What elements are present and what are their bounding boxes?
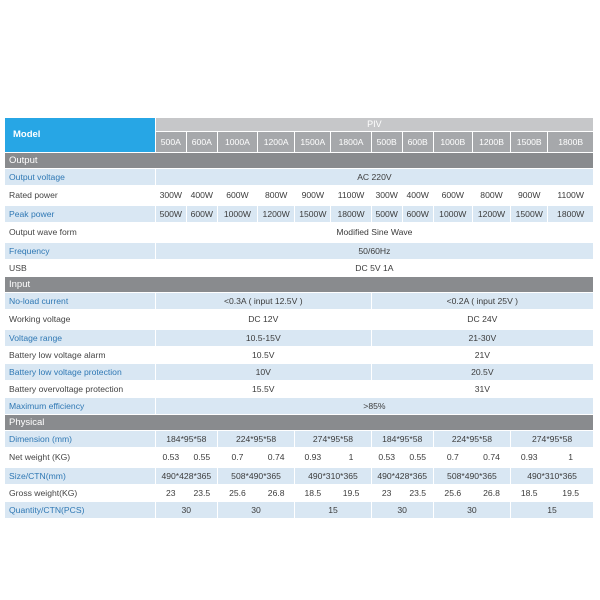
section-title: Output <box>5 153 594 169</box>
value-cell: 400W <box>186 186 217 206</box>
value-cell: 1000W <box>433 206 472 223</box>
model-cell: 1500A <box>295 132 331 153</box>
row-label: Output wave form <box>5 223 156 243</box>
value-cell: 274*95*58 <box>511 431 594 448</box>
value-cell: 30 <box>371 502 433 519</box>
row-dimension <box>5 431 594 448</box>
value-cell: 1500W <box>511 206 548 223</box>
row-peak-power <box>5 206 594 223</box>
value-a: <0.3A ( input 12.5V ) <box>155 293 371 310</box>
value-cell: 224*95*58 <box>217 431 294 448</box>
value-cell: 224*95*58 <box>433 431 510 448</box>
row-label: Working voltage <box>5 310 156 330</box>
model-cell: 1200A <box>258 132 295 153</box>
value-cell: 19.5 <box>548 485 594 502</box>
section-output <box>5 153 594 169</box>
row-label: No-load current <box>5 293 156 310</box>
value-cell: 18.5 <box>511 485 548 502</box>
value-cell: 0.74 <box>258 448 295 468</box>
value-cell: 490*310*365 <box>295 468 371 485</box>
model-cell: 1200B <box>472 132 510 153</box>
value-cell: 1500W <box>295 206 331 223</box>
value-cell: 23 <box>371 485 402 502</box>
value-cell: 184*95*58 <box>371 431 433 448</box>
value-cell: 1 <box>548 448 594 468</box>
row-label: Size/CTN(mm) <box>5 468 156 485</box>
value-cell: 0.7 <box>433 448 472 468</box>
section-physical <box>5 415 594 431</box>
model-cell: 1000A <box>217 132 257 153</box>
value-cell: 30 <box>433 502 510 519</box>
value-cell: 26.8 <box>472 485 510 502</box>
model-cell: 1800A <box>331 132 371 153</box>
value-cell: 0.53 <box>155 448 186 468</box>
section-title: Physical <box>5 415 594 431</box>
value-cell: 25.6 <box>217 485 257 502</box>
row-working-voltage <box>5 310 594 330</box>
value-cell: 1200W <box>472 206 510 223</box>
value-cell: 0.74 <box>472 448 510 468</box>
row-no-load-current <box>5 293 594 310</box>
value-cell: 800W <box>258 186 295 206</box>
value-cell: 274*95*58 <box>295 431 371 448</box>
value-cell: 800W <box>472 186 510 206</box>
value-cell: 1200W <box>258 206 295 223</box>
series-label: PIV <box>155 118 593 132</box>
value-cell: 1000W <box>217 206 257 223</box>
value-a: 10.5-15V <box>155 330 371 347</box>
row-label: Frequency <box>5 243 156 260</box>
row-label: Output voltage <box>5 169 156 186</box>
model-label: Model <box>5 118 156 153</box>
value-cell: 19.5 <box>331 485 371 502</box>
value-cell: 18.5 <box>295 485 331 502</box>
row-size-ctn <box>5 468 594 485</box>
model-cell: 500A <box>155 132 186 153</box>
row-overvoltage-protection <box>5 381 594 398</box>
row-value: 50/60Hz <box>155 243 593 260</box>
value-cell: 300W <box>371 186 402 206</box>
section-title: Input <box>5 277 594 293</box>
value-b: <0.2A ( input 25V ) <box>371 293 593 310</box>
row-usb <box>5 260 594 277</box>
value-cell: 600W <box>186 206 217 223</box>
row-label: Battery low voltage protection <box>5 364 156 381</box>
row-label: Quantity/CTN(PCS) <box>5 502 156 519</box>
value-cell: 1100W <box>331 186 371 206</box>
row-label: Battery low voltage alarm <box>5 347 156 364</box>
row-quantity <box>5 502 594 519</box>
model-cell: 600A <box>186 132 217 153</box>
value-cell: 23.5 <box>402 485 433 502</box>
value-b: 21V <box>371 347 593 364</box>
row-low-voltage-alarm <box>5 347 594 364</box>
value-cell: 0.55 <box>402 448 433 468</box>
value-cell: 600W <box>217 186 257 206</box>
value-cell: 490*310*365 <box>511 468 594 485</box>
value-cell: 500W <box>155 206 186 223</box>
value-cell: 1800W <box>331 206 371 223</box>
value-cell: 1800W <box>548 206 594 223</box>
row-value: Modified Sine Wave <box>155 223 593 243</box>
value-cell: 1 <box>331 448 371 468</box>
value-cell: 30 <box>217 502 294 519</box>
model-cell: 1800B <box>548 132 594 153</box>
row-gross-weight <box>5 485 594 502</box>
row-label: Maximum efficiency <box>5 398 156 415</box>
value-cell: 0.93 <box>511 448 548 468</box>
row-label: Battery overvoltage protection <box>5 381 156 398</box>
value-cell: 15 <box>511 502 594 519</box>
row-value: >85% <box>155 398 593 415</box>
spec-sheet <box>4 117 594 519</box>
spec-table <box>4 117 594 519</box>
model-cell: 600B <box>402 132 433 153</box>
value-a: DC 12V <box>155 310 371 330</box>
row-wave-form <box>5 223 594 243</box>
value-cell: 0.7 <box>217 448 257 468</box>
value-cell: 400W <box>402 186 433 206</box>
row-label: Voltage range <box>5 330 156 347</box>
value-cell: 0.93 <box>295 448 331 468</box>
value-cell: 500W <box>371 206 402 223</box>
value-cell: 184*95*58 <box>155 431 217 448</box>
value-cell: 1100W <box>548 186 594 206</box>
value-b: DC 24V <box>371 310 593 330</box>
value-a: 10V <box>155 364 371 381</box>
value-b: 20.5V <box>371 364 593 381</box>
row-net-weight <box>5 448 594 468</box>
value-a: 15.5V <box>155 381 371 398</box>
value-cell: 30 <box>155 502 217 519</box>
value-cell: 23.5 <box>186 485 217 502</box>
value-cell: 490*428*365 <box>155 468 217 485</box>
value-cell: 490*428*365 <box>371 468 433 485</box>
row-value: AC 220V <box>155 169 593 186</box>
value-a: 10.5V <box>155 347 371 364</box>
value-b: 31V <box>371 381 593 398</box>
row-low-voltage-protection <box>5 364 594 381</box>
value-cell: 0.55 <box>186 448 217 468</box>
value-cell: 900W <box>295 186 331 206</box>
row-label: Peak power <box>5 206 156 223</box>
value-cell: 508*490*365 <box>217 468 294 485</box>
value-cell: 26.8 <box>258 485 295 502</box>
section-input <box>5 277 594 293</box>
row-value: DC 5V 1A <box>155 260 593 277</box>
header-row <box>5 118 594 132</box>
row-max-efficiency <box>5 398 594 415</box>
value-cell: 25.6 <box>433 485 472 502</box>
row-label: Gross weight(KG) <box>5 485 156 502</box>
row-voltage-range <box>5 330 594 347</box>
value-cell: 508*490*365 <box>433 468 510 485</box>
row-label: Dimension (mm) <box>5 431 156 448</box>
value-cell: 300W <box>155 186 186 206</box>
value-b: 21-30V <box>371 330 593 347</box>
value-cell: 600W <box>433 186 472 206</box>
value-cell: 900W <box>511 186 548 206</box>
value-cell: 23 <box>155 485 186 502</box>
value-cell: 600W <box>402 206 433 223</box>
row-label: Net weight (KG) <box>5 448 156 468</box>
row-rated-power <box>5 186 594 206</box>
row-label: USB <box>5 260 156 277</box>
model-cell: 1000B <box>433 132 472 153</box>
model-cell: 500B <box>371 132 402 153</box>
row-frequency <box>5 243 594 260</box>
row-output-voltage <box>5 169 594 186</box>
value-cell: 0.53 <box>371 448 402 468</box>
value-cell: 15 <box>295 502 371 519</box>
row-label: Rated power <box>5 186 156 206</box>
model-cell: 1500B <box>511 132 548 153</box>
